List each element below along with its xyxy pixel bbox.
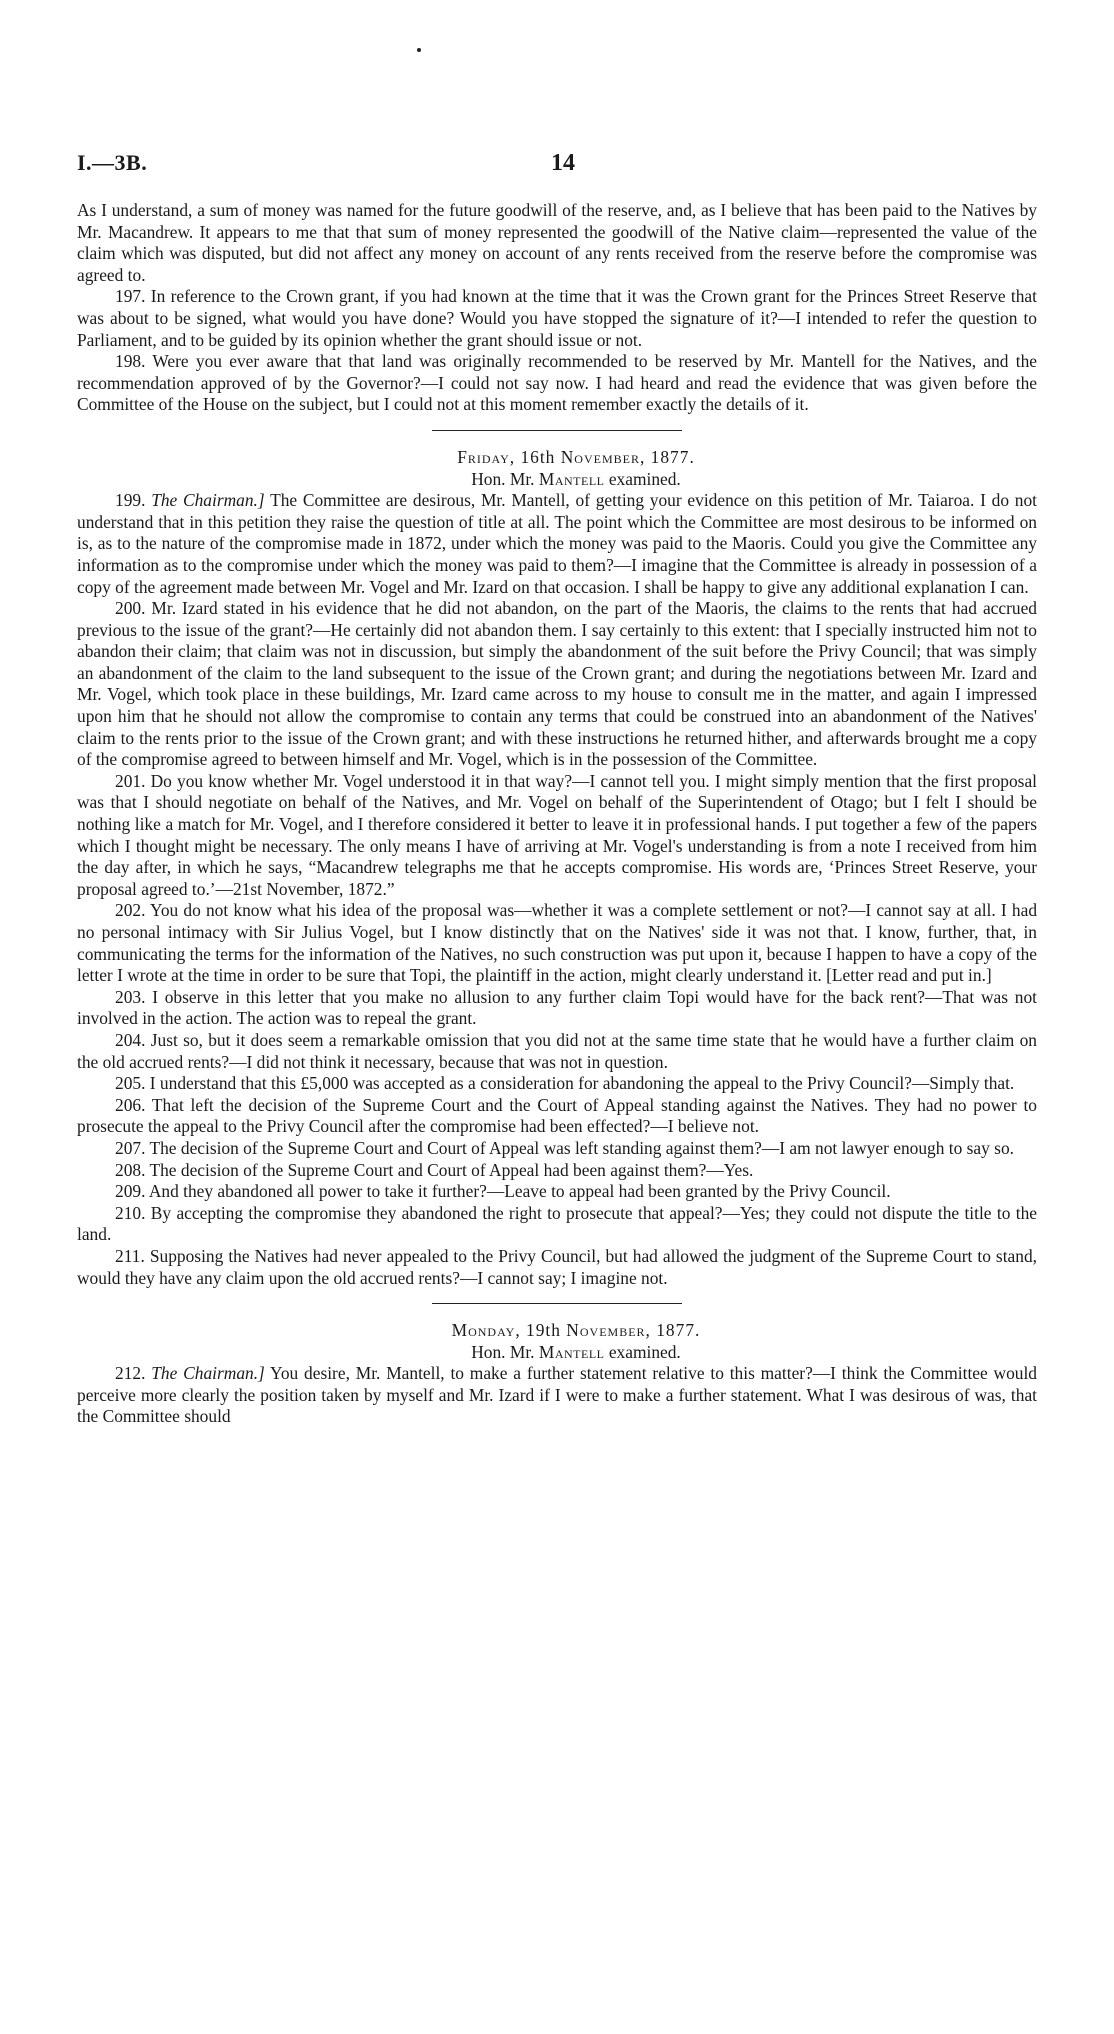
page-header: [77, 150, 1037, 178]
question-number: 204.: [115, 1029, 146, 1050]
question-200: 200. Mr. Izard stated in his evidence that he did not abandon, on the part of the Maoris, the claims to the rents that had accrued previous to the issue of the grant?—He certainly did not abandon them. I say certainly to this extent: that I specially instructed him not to abandon their claim; that claim was not in discussion, but simply the abandonment of the suit before the Privy Council; that was simply an abandonment of the claim to the land subsequent to the issue of the Crown grant; and during the negotiations between Mr. Izard and Mr. Vogel, which took place in these buildings, Mr. Izard came across to my house to consult me in the matter, and again I impressed upon him that he should not allow the compromise to contain any terms that could be construed into an abandonment of the Natives' claim to the rents prior to the issue of the Crown grant; and with these instructions he returned hither, and afterwards brought me a copy of the compromise agreed to between himself and Mr. Vogel, which is in the possession of the Committee.: [77, 598, 1037, 770]
sitting-date: Friday, 16th November, 1877.: [457, 446, 695, 467]
question-number: 203.: [115, 986, 146, 1007]
witness-heading: Hon. Mr. Mantell examined.: [471, 468, 681, 489]
question-204: 204. Just so, but it does seem a remarkable omission that you did not at the same time state that he would have a further claim on the old accrued rents?—I did not think it necessary, because that was not in question.: [77, 1029, 1037, 1072]
question-208: 208. The decision of the Supreme Court and Court of Appeal had been against them?—Yes.: [115, 1159, 754, 1180]
question-201: 201. Do you know whether Mr. Vogel understood it in that way?—I cannot tell you. I might simply mention that the first proposal was that I should negotiate on behalf of the Natives, and Mr. Vogel on behalf of the Superintendent of Otago; but I felt I should be nothing like a match for Mr. Vogel, and I therefore considered it better to leave it in professional hands. I put together a few of the papers which I thought might be necessary. The only means I have of arriving at Mr. Vogel's understanding is from a note I received from him the day after, in which he says, “Macandrew telegraphs me that he accepts compromise. His words are, ‘Princes Street Reserve, your proposal agreed to.’—21st November, 1872.”: [77, 770, 1037, 899]
question-number: 209.: [115, 1181, 146, 1202]
question-210: 210. By accepting the compromise they abandoned the right to prosecute that appeal?—Yes; they could not dispute the title to the land.: [77, 1202, 1037, 1245]
question-number: 205.: [115, 1073, 146, 1094]
question-number: 199.: [115, 490, 146, 511]
question-211: 211. Supposing the Natives had never appealed to the Privy Council, but had allowed the judgment of the Supreme Court to stand, would they have any claim upon the old accrued rents?—I cannot say; I imagine not.: [77, 1245, 1037, 1288]
question-209: 209. And they abandoned all power to take it further?—Leave to appeal had been granted by the Privy Council.: [115, 1181, 891, 1202]
question-number: 198.: [115, 351, 146, 372]
question-206: 206. That left the decision of the Supreme Court and the Court of Appeal standing against the Natives. They had no power to prosecute the appeal to the Privy Council after the compromise had been effected?—I believe not.: [77, 1094, 1037, 1137]
question-199: 199. The Chairman.] The Committee are desirous, Mr. Mantell, of getting your evidence on this petition of Mr. Taiaroa. I do not understand that in this petition they raise the question of title at all. The point which the Committee are most desirous to be informed on is, as to the nature of the compromise made in 1872, under which the money was paid to the Maoris. Could you give the Committee any information as to the compromise under which the money was paid to them?—I imagine that the Committee is already in possession of a copy of the agreement made between Mr. Vogel and Mr. Izard on that occasion. I shall be happy to give any additional explanation I can.: [77, 490, 1037, 597]
section-divider: [432, 430, 682, 431]
document-reference: I.—3B.: [77, 150, 148, 175]
question-number: 206.: [115, 1094, 146, 1115]
question-number: 211.: [115, 1245, 145, 1266]
question-205: 205. I understand that this £5,000 was accepted as a consideration for abandoning the appeal to the Privy Council?—Simply that.: [115, 1073, 1015, 1094]
section-divider: [432, 1303, 682, 1304]
question-198: 198. Were you ever aware that that land was originally recommended to be reserved by Mr. Mantell for the Natives, and the recommendation approved of by the Governor?—I could not say now. I had heard and read the evidence that was given before the Committee of the House on the subject, but I could not at this moment remember exactly the details of it.: [77, 351, 1037, 415]
question-202: 202. You do not know what his idea of the proposal was—whether it was a complete settlement or not?—I cannot say at all. I had no personal intimacy with Sir Julius Vogel, but I know distinctly that on the Natives' side it was not that. I know, further, that, in communicating the terms for the information of the Natives, no such construction was put upon it, because I happen to have a copy of the letter I wrote at the time in order to be sure that Topi, the plaintiff in the action, might clearly understand it. [Letter read and put in.]: [77, 900, 1038, 986]
question-207: 207. The decision of the Supreme Court and Court of Appeal was left standing against them?—I am not lawyer enough to say so.: [115, 1137, 1014, 1158]
question-number: 207.: [115, 1137, 146, 1158]
speaker-label: The Chairman.]: [151, 1363, 265, 1384]
paragraph-continued: As I understand, a sum of money was named for the future goodwill of the reserve, and, as I believe that has been paid to the Natives by Mr. Macandrew. It appears to me that that sum of money represented the goodwill of the Native claim—represented the value of the claim which was disputed, but did not affect any money on account of any rents received from the reserve before the compromise was agreed to.: [77, 200, 1037, 285]
sitting-date: Monday, 19th November, 1877.: [451, 1320, 701, 1341]
question-number: 197.: [115, 286, 146, 307]
question-197: 197. In reference to the Crown grant, if you had known at the time that it was the Crown grant for the Princes Street Reserve that was about to be signed, what would you have done? Would you have stopped the signature of it?—I intended to refer the question to Parliament, and to be guided by its opinion whether the grant should issue or not.: [77, 286, 1037, 350]
question-number: 210.: [115, 1202, 146, 1223]
print-speck: [417, 48, 421, 52]
question-number: 212.: [115, 1363, 146, 1384]
question-number: 202.: [115, 900, 146, 921]
question-number: 201.: [115, 770, 146, 791]
witness-heading: Hon. Mr. Mantell examined.: [471, 1341, 681, 1362]
question-number: 200.: [115, 598, 146, 619]
speaker-label: The Chairman.]: [151, 490, 265, 511]
question-212: 212. The Chairman.] You desire, Mr. Mantell, to make a further statement relative to this matter?—I think the Committee would perceive more clearly the position taken by myself and Mr. Izard if I were to make a further statement. What I was desirous of was, that the Committee should: [77, 1363, 1038, 1427]
question-203: 203. I observe in this letter that you make no allusion to any further claim Topi would have for the back rent?—That was not involved in the action. The action was to repeal the grant.: [77, 986, 1037, 1029]
question-number: 208.: [115, 1159, 146, 1180]
page-number: 14: [551, 150, 575, 176]
page-body: [77, 200, 1037, 1428]
